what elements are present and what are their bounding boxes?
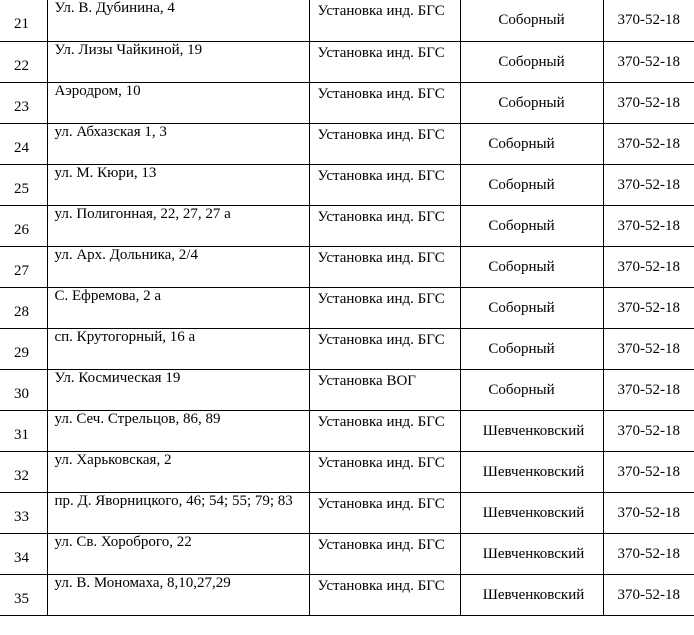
- row-number: 32: [0, 451, 47, 492]
- address-cell: Аэродром, 10: [47, 82, 309, 123]
- address-cell: ул. Полигонная, 22, 27, 27 а: [47, 205, 309, 246]
- work-type-cell: Установка инд. БГС: [309, 0, 460, 41]
- table-row: [0, 451, 694, 492]
- address-cell: ул. Арх. Дольника, 2/4: [47, 246, 309, 287]
- district-cell: Шевченковский: [460, 574, 603, 615]
- row-number: 31: [0, 410, 47, 451]
- phone-cell: 370-52-18: [603, 41, 694, 82]
- work-type-cell: Установка инд. БГС: [309, 123, 460, 164]
- row-number: 26: [0, 205, 47, 246]
- row-number: 21: [0, 0, 47, 41]
- district-cell: Соборный: [460, 328, 603, 369]
- row-number: 24: [0, 123, 47, 164]
- phone-cell: 370-52-18: [603, 451, 694, 492]
- address-cell: Ул. В. Дубинина, 4: [47, 0, 309, 41]
- row-number: 27: [0, 246, 47, 287]
- work-type-cell: Установка инд. БГС: [309, 164, 460, 205]
- work-type-cell: Установка инд. БГС: [309, 574, 460, 615]
- table-row: [0, 123, 694, 164]
- work-type-cell: Установка инд. БГС: [309, 410, 460, 451]
- district-cell: Соборный: [460, 246, 603, 287]
- work-type-cell: Установка инд. БГС: [309, 41, 460, 82]
- address-cell: ул. Сеч. Стрельцов, 86, 89: [47, 410, 309, 451]
- phone-cell: 370-52-18: [603, 287, 694, 328]
- table-row: [0, 205, 694, 246]
- work-type-cell: Установка ВОГ: [309, 369, 460, 410]
- district-cell: Шевченковский: [460, 492, 603, 533]
- address-cell: пр. Д. Яворницкого, 46; 54; 55; 79; 83: [47, 492, 309, 533]
- district-cell: Соборный: [460, 82, 603, 123]
- work-type-cell: Установка инд. БГС: [309, 328, 460, 369]
- district-cell: Шевченковский: [460, 410, 603, 451]
- address-cell: С. Ефремова, 2 а: [47, 287, 309, 328]
- address-cell: ул. Абхазская 1, 3: [47, 123, 309, 164]
- address-cell: ул. В. Мономаха, 8,10,27,29: [47, 574, 309, 615]
- table-row: [0, 328, 694, 369]
- table-row: [0, 164, 694, 205]
- phone-cell: 370-52-18: [603, 164, 694, 205]
- district-cell: Соборный: [460, 205, 603, 246]
- phone-cell: 370-52-18: [603, 328, 694, 369]
- table-row: [0, 0, 694, 41]
- row-number: 34: [0, 533, 47, 574]
- district-cell: Шевченковский: [460, 533, 603, 574]
- table-row: [0, 574, 694, 615]
- phone-cell: 370-52-18: [603, 0, 694, 41]
- address-cell: ул. Св. Хороброго, 22: [47, 533, 309, 574]
- row-number: 28: [0, 287, 47, 328]
- address-cell: ул. Харьковская, 2: [47, 451, 309, 492]
- row-number: 23: [0, 82, 47, 123]
- district-cell: Соборный: [460, 0, 603, 41]
- work-type-cell: Установка инд. БГС: [309, 205, 460, 246]
- phone-cell: 370-52-18: [603, 369, 694, 410]
- address-cell: Ул. Космическая 19: [47, 369, 309, 410]
- row-number: 30: [0, 369, 47, 410]
- phone-cell: 370-52-18: [603, 410, 694, 451]
- address-cell: Ул. Лизы Чайкиной, 19: [47, 41, 309, 82]
- work-type-cell: Установка инд. БГС: [309, 287, 460, 328]
- row-number: 35: [0, 574, 47, 615]
- phone-cell: 370-52-18: [603, 574, 694, 615]
- row-number: 22: [0, 41, 47, 82]
- phone-cell: 370-52-18: [603, 492, 694, 533]
- district-cell: Соборный: [460, 41, 603, 82]
- district-cell: Шевченковский: [460, 451, 603, 492]
- work-type-cell: Установка инд. БГС: [309, 451, 460, 492]
- phone-cell: 370-52-18: [603, 205, 694, 246]
- work-type-cell: Установка инд. БГС: [309, 492, 460, 533]
- district-cell: Соборный: [460, 287, 603, 328]
- address-cell: ул. М. Кюри, 13: [47, 164, 309, 205]
- phone-cell: 370-52-18: [603, 533, 694, 574]
- work-type-cell: Установка инд. БГС: [309, 246, 460, 287]
- district-cell: Соборный: [460, 123, 603, 164]
- table-row: [0, 246, 694, 287]
- phone-cell: 370-52-18: [603, 246, 694, 287]
- table-row: [0, 492, 694, 533]
- row-number: 33: [0, 492, 47, 533]
- district-cell: Соборный: [460, 369, 603, 410]
- work-type-cell: Установка инд. БГС: [309, 533, 460, 574]
- phone-cell: 370-52-18: [603, 82, 694, 123]
- table-row: [0, 287, 694, 328]
- address-cell: сп. Крутогорный, 16 а: [47, 328, 309, 369]
- district-cell: Соборный: [460, 164, 603, 205]
- table-row: [0, 369, 694, 410]
- table-row: [0, 82, 694, 123]
- row-number: 29: [0, 328, 47, 369]
- table-row: [0, 533, 694, 574]
- phone-cell: 370-52-18: [603, 123, 694, 164]
- work-type-cell: Установка инд. БГС: [309, 82, 460, 123]
- table-row: [0, 410, 694, 451]
- row-number: 25: [0, 164, 47, 205]
- table-row: [0, 41, 694, 82]
